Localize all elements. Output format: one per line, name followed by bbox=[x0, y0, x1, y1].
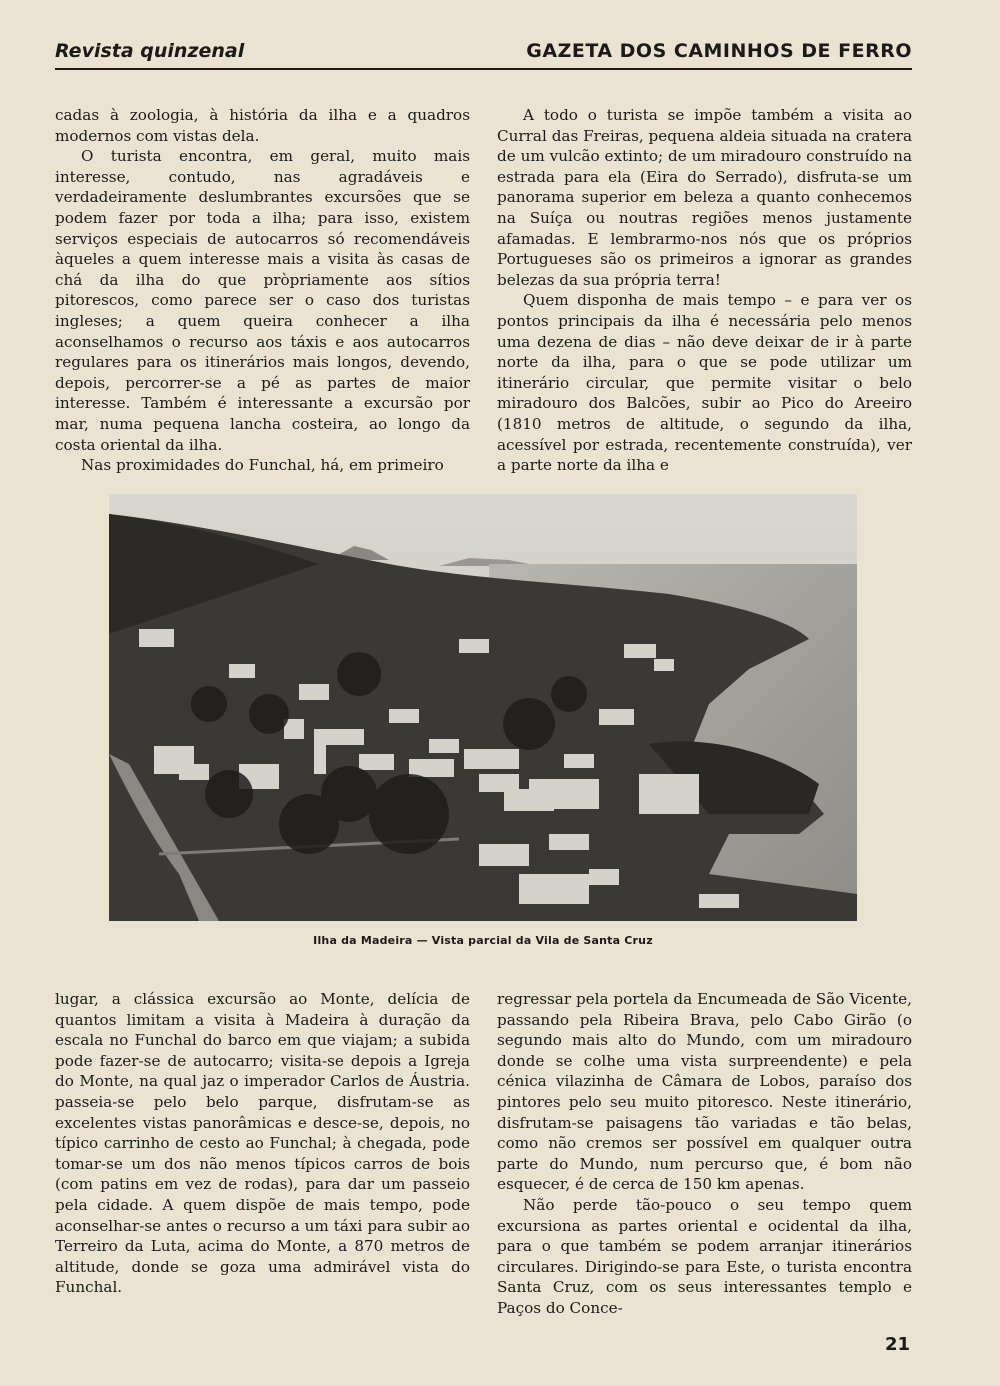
page-header bbox=[55, 36, 912, 76]
paragraph: regressar pela portela da Encumeada de São Vicente, passando pela Ribeira Brava, pelo Cabo Girão (o segundo mais alto do Mundo, com um miradouro donde se colhe uma vista surpreendente) e pela cénica vilazinha de Câmara de Lobos, paraíso dos pintores pelo seu muito pitoresco. Neste itinerário, disfrutam-se paisagens tão variadas e tão belas, como não cremos ser possível em qualquer outra parte do Mundo, num percurso que, é bom não esquecer, é de cerca de 150 km apenas. bbox=[497, 990, 912, 1194]
column-2 bbox=[497, 105, 912, 476]
paragraph: Não perde tão-pouco o seu tempo quem excursiona as partes oriental e ocidental da ilha, para o que também se podem arranjar itinerários circulares. Dirigindo-se para Este, o turista encontra Santa Cruz, com os seus interessantes templo e Paços do Conce- bbox=[497, 1195, 912, 1317]
header-publication-type: Revista quinzenal bbox=[55, 40, 245, 62]
header-publication-title: GAZETA DOS CAMINHOS DE FERRO bbox=[526, 40, 912, 62]
header-rule bbox=[55, 68, 912, 70]
paragraph: Nas proximidades do Funchal, há, em primeiro bbox=[81, 456, 444, 475]
paragraph: lugar, a clássica excursão ao Monte, delícia de quantos limitam a visita à Madeira à duração da escala no Funchal do barco em que viajam; a subida pode fazer-se de autocarro; visita-se depois a Igreja do Monte, na qual jaz o imperador Carlos de Áustria. passeia-se pelo belo parque, disfrutam-se as excelentes vistas panorâmicas e desce-se, depois, no típico carrinho de cesto ao Funchal; à chegada, pode tomar-se um dos não menos típicos carros de bois (com patins em vez de rodas), para dar um passeio pela cidade. A quem dispõe de mais tempo, pode aconselhar-se antes o recurso a um táxi para subir ao Terreiro da Luta, acima do Monte, a 870 metros de altitude, donde se goza uma admirável vista do Funchal. bbox=[55, 990, 470, 1297]
photo-santa-cruz bbox=[109, 494, 857, 921]
paragraph: O turista encontra, em geral, muito mais interesse, contudo, nas agradáveis e verdadeiramente deslumbrantes excursões que se podem fazer por toda a ilha; para isso, existem serviços especiais de autocarros só recomendáveis àqueles a quem interesse mais a visita às casas de chá da ilha do que pròpriamente aos sítios pitorescos, como parece ser o caso dos turistas ingleses; a quem queira conhecer a ilha aconselhamos o recurso aos táxis e aos autocarros regulares para os itinerários mais longos, devendo, depois, percorrer-se a pé as partes de maior interesse. Também é interessante a excursão por mar, numa pequena lancha costeira, ao longo da costa oriental da ilha. bbox=[55, 147, 470, 454]
column-4 bbox=[497, 989, 912, 1319]
column-3 bbox=[55, 989, 470, 1298]
column-1 bbox=[55, 105, 470, 476]
page-number: 21 bbox=[884, 1334, 910, 1355]
paragraph: A todo o turista se impõe também a visita ao Curral das Freiras, pequena aldeia situada na cratera de um vulcão extinto; de um miradouro construído na estrada para ela (Eira do Serrado), disfruta-se um panorama superior em beleza a quanto conhecemos na Suíça ou noutras regiões menos justamente afamadas. E lembrarmo-nos nós que os próprios Portugueses são os primeiros a ignorar as grandes belezas da sua própria terra! bbox=[497, 106, 912, 289]
photo-illustration bbox=[109, 494, 857, 921]
paragraph: Quem disponha de mais tempo – e para ver os pontos principais da ilha é necessária pelo menos uma dezena de dias – não deve deixar de ir à parte norte da ilha, para o que se pode utilizar um itinerário circular, que permite visitar o belo miradouro dos Balcões, subir ao Pico do Areeiro (1810 metros de altitude, o segundo da ilha, acessível por estrada, recentemente construída), ver a parte norte da ilha e bbox=[497, 291, 912, 475]
paragraph: cadas à zoologia, à história da ilha e a quadros modernos com vistas dela. bbox=[55, 106, 470, 145]
photo-caption: Ilha da Madeira — Vista parcial da Vila de Santa Cruz bbox=[313, 934, 653, 947]
